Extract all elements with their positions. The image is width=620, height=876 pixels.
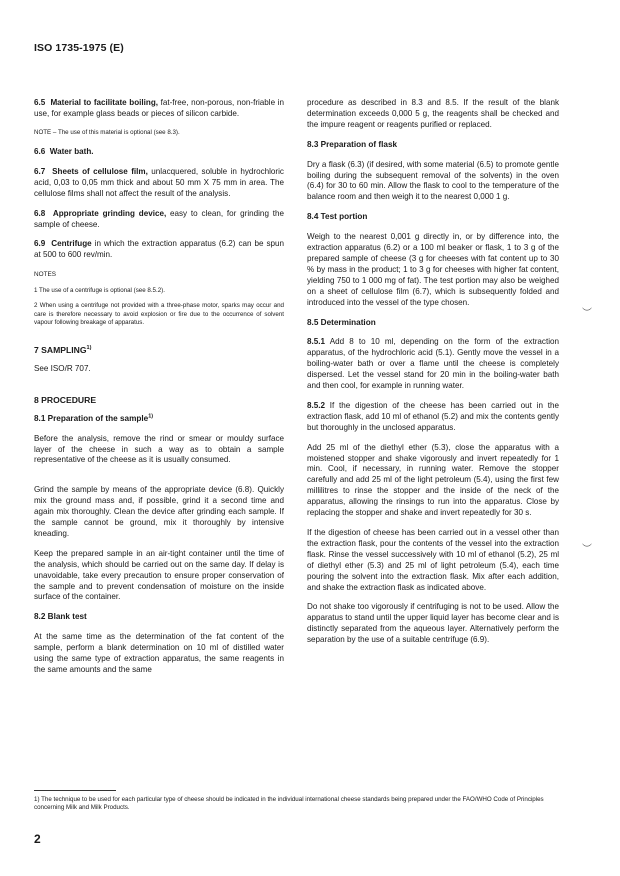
section-number: 8.5.1 [307,337,326,347]
section-6-7 [34,167,284,200]
section-8-4-text: Weigh to the nearest 0,001 g directly in, or by difference into, the extraction apparatus (6.2) or a 100 ml beaker or flask, 1 to 3 g of the prepared sample of cheese (3 g for cheeses with fat content up to 30 % by mass in the product; 1 to 3 g for cheeses with higher fat content, yielding 750 to 1 000 mg of fat). The test portion may also be weighed on a sheet of cellulose film (6.7), which is subsequently folded and introduced into the vessel of the type chosen. [307,232,559,307]
section-6-6 [34,147,284,158]
section-8-1-para-1: Before the analysis, remove the rind or smear or mouldy surface layer of the cheese in such a way as to obtain a sample representative of the cheese as it is usually consumed. [34,433,284,465]
section-number: 6.6 [34,147,46,157]
continued-text: procedure as described in 8.3 and 8.5. If the result of the blank determination exceeds 0,000 5 g, the reagents shall be checked and the impure reagent or reagents purified or replaced. [307,98,559,129]
section-8-2-heading: 8.2 Blank test [34,612,87,622]
section-8-1-para-2: Grind the sample by means of the appropriate device (6.8). Quickly mix the ground mass and, if possible, grind it a second time and again mix thoroughly. Clean the device after grinding each sample. If the sample cannot be ground, mix it thoroughly by intensive kneading. [34,485,284,538]
section-8-5-2-para-4: Do not shake too vigorously if centrifuging is not to be used. Allow the apparatus to stand until the upper liquid layer has become clear and is distinctly separated from the aqueous layer. Alternatively perform the separation by the use of a suitable centrifuge (6.9). [307,602,559,645]
section-8-5-1 [307,337,559,392]
section-text: fat-free, non-porous, non-friable in use, for example glass beads or pieces of silicon carbide. [34,98,284,118]
section-number: 6.9 [34,239,46,249]
section-title: Sheets of cellulose film, [52,166,148,176]
document-header: ISO 1735-1975 (E) [34,42,124,54]
page-number: 2 [34,832,41,846]
section-number: 8.5.2 [307,400,326,410]
section-title: Centrifuge [51,239,92,249]
section-8-1-heading: 8.1 Preparation of the sample$^{1)}$ [34,412,154,423]
section-title: Water bath. [49,147,94,157]
right-column [307,98,559,655]
section-8-5-2-para-2: Add 25 ml of the diethyl ether (5.3), close the apparatus with a moistened stopper and shake vigorously and invert repeatedly for 1 min. Cool, if necessary, in running water. Remove the stopper carefully and add 25 ml of the light petroleum (5.4), using the first few millilitres to rinse the stopper and the inside of the neck of the apparatus, allowing the rinsings to run into the apparatus. Close by replacing the stopper and shake and invert repeatedly for 30 s. [307,442,559,518]
section-title: Material to facilitate boiling, [50,98,159,107]
section-number: 6.5 [34,98,46,107]
note-2: 2 When using a centrifuge not provided with a three-phase motor, sparks may occur and care is therefore necessary to avoid explosion or fire due to the occurrence of solvent vapour following breakage of apparatus. [34,302,284,326]
section-8-3-heading: 8.3 Preparation of flask [307,139,398,149]
footnote-divider [34,790,116,791]
section-8-1-para-3: Keep the prepared sample in an air-tight container until the time of the analysis, which should be carried out on the same day. If delay is unavoidable, take every precaution to ensure proper conservation of the sample and to prevent condensation of moisture on the inside surface of the container. [34,548,284,602]
section-6-5 [34,98,284,120]
section-8-4-heading: 8.4 Test portion [307,212,368,222]
section-8-5-heading: 8.5 Determination [307,317,376,327]
section-7-text: See ISO/R 707. [34,363,91,373]
section-8-heading: 8 PROCEDURE [34,394,97,405]
section-7-heading: 7 SAMPLING$^{1)}$ [34,344,92,355]
section-number: 6.8 [34,208,46,218]
notes-title: NOTES [34,271,57,279]
section-text: easy to clean, for grinding the sample of cheese. [34,208,285,229]
section-text: Add 8 to 10 ml, depending on the form of the extraction apparatus, of the hydrochloric acid (5.1). Gently move the vessel in a boiling-water bath or over a flame until the cheese is completely dispersed. Let the vessel stand for 20 min in the boiling-water bath and then cool, for example in running water. [307,337,559,391]
section-8-5-2-para-3: If the digestion of cheese has been carried out in a vessel other than the extraction flask, pour the contents of the vessel into the extraction flask. Rinse the vessel successively with 10 ml of ethanol (5.2), 25 ml of diethyl ether (5.3) and 25 ml of light petroleum (5.4), each time pouring the solvent into the extraction flask. Mix after each addition, and shake the extraction flask as indicated above. [307,528,559,592]
margin-tick-mark: ︶ [582,544,592,555]
section-title: Appropriate grinding device, [52,208,167,218]
section-text: If the digestion of the cheese has been carried out in the extraction flask, add 10 ml of ethanol (5.2) and mix the contents gently but thoroughly in the unclosed apparatus. [307,400,559,432]
section-text: in which the extraction apparatus (6.2) can be spun at 500 to 600 rev/min. [34,239,284,260]
note-6-5: NOTE – The use of this material is optional (see 8.3). [34,128,180,136]
margin-tick-mark: ︶ [582,308,592,319]
footnote-ref: 1) [148,412,154,419]
section-8-5-2 [307,401,559,434]
section-text: unlacquered, soluble in hydrochloric acid, 0,03 to 0,05 mm thick and about 50 mm X 75 mm in area. The cellulose films shall not affect the result of the analysis. [34,166,284,198]
section-6-8 [34,209,284,231]
section-6-9 [34,239,284,261]
left-column [34,98,284,685]
section-8-2-para-1: At the same time as the determination of the fat content of the sample, perform a blank determination on 10 ml of distilled water using the same type of extraction apparatus, the same reagents in the same amounts and the same [34,632,284,675]
section-8-3-text: Dry a flask (6.3) (if desired, with some material (6.5) to promote gentle boiling during the subsequent removal of the solvents) in the oven (6.4) for 30 to 60 min. Allow the flask to cool to the temperature of the balance room and then weigh it to the nearest 0,000 1 g. [307,159,559,202]
note-1: 1 The use of a centrifuge is optional (see 8.5.2). [34,287,165,295]
footnote: 1) The technique to be used for each particular type of cheese should be indicated in the individual international cheese standards being prepared under the FAO/WHO Code of Principles concerning Milk and Milk Products. [34,796,544,812]
section-number: 6.7 [34,166,46,176]
footnote-ref: 1) [86,345,92,352]
